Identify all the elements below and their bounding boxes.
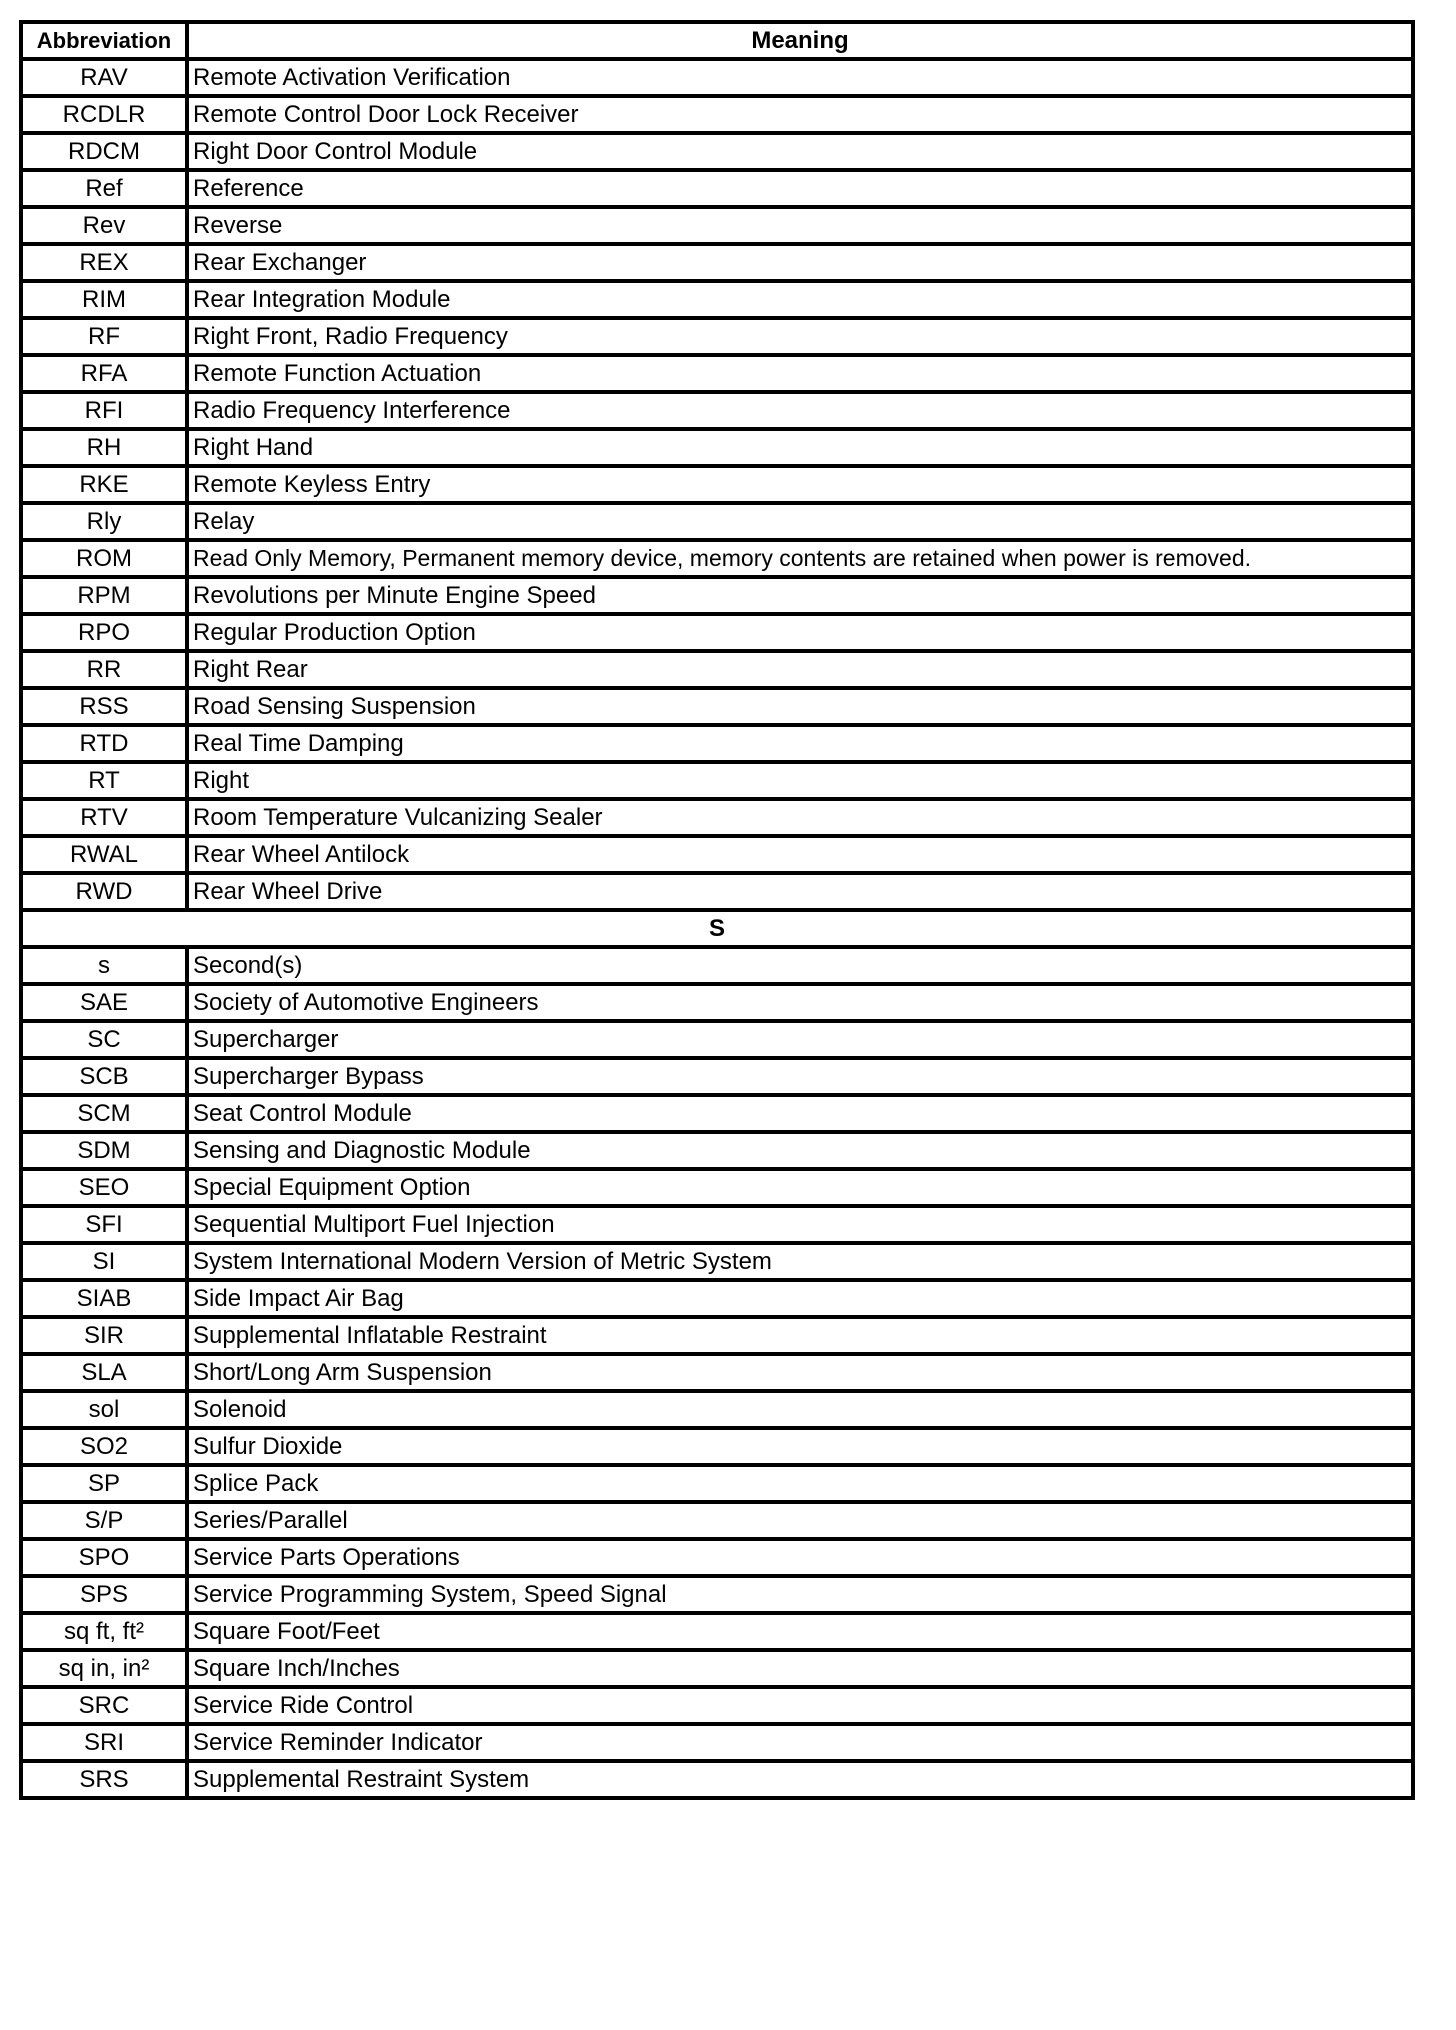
header-abbreviation: Abbreviation xyxy=(21,22,187,59)
meaning-cell: Service Programming System, Speed Signal xyxy=(187,1576,1413,1613)
abbreviation-cell: ROM xyxy=(21,540,187,577)
header-meaning: Meaning xyxy=(187,22,1413,59)
meaning-cell: Remote Function Actuation xyxy=(187,355,1413,392)
table-row xyxy=(21,1724,1413,1761)
abbreviation-cell: SRS xyxy=(21,1761,187,1798)
abbreviation-cell: RIM xyxy=(21,281,187,318)
table-row xyxy=(21,1243,1413,1280)
abbreviation-cell: SO2 xyxy=(21,1428,187,1465)
meaning-cell: Solenoid xyxy=(187,1391,1413,1428)
table-row xyxy=(21,1539,1413,1576)
table-row xyxy=(21,1058,1413,1095)
meaning-cell: Read Only Memory, Permanent memory device, memory contents are retained when power is removed. xyxy=(187,540,1413,577)
meaning-cell: Series/Parallel xyxy=(187,1502,1413,1539)
meaning-cell: Society of Automotive Engineers xyxy=(187,984,1413,1021)
abbreviation-cell: SPO xyxy=(21,1539,187,1576)
table-row xyxy=(21,762,1413,799)
table-row xyxy=(21,207,1413,244)
table-row xyxy=(21,429,1413,466)
abbreviation-cell: SRC xyxy=(21,1687,187,1724)
table-row xyxy=(21,1391,1413,1428)
table-row xyxy=(21,1132,1413,1169)
abbreviation-cell: SI xyxy=(21,1243,187,1280)
meaning-cell: Supercharger xyxy=(187,1021,1413,1058)
abbreviation-cell: SPS xyxy=(21,1576,187,1613)
meaning-cell: Side Impact Air Bag xyxy=(187,1280,1413,1317)
abbreviation-cell: RAV xyxy=(21,59,187,96)
header-row xyxy=(21,22,1413,59)
abbreviation-cell: s xyxy=(21,947,187,984)
meaning-cell: Radio Frequency Interference xyxy=(187,392,1413,429)
table-row xyxy=(21,466,1413,503)
abbreviation-cell: SFI xyxy=(21,1206,187,1243)
meaning-cell: Right Door Control Module xyxy=(187,133,1413,170)
abbreviation-cell: SRI xyxy=(21,1724,187,1761)
meaning-cell: System International Modern Version of Metric System xyxy=(187,1243,1413,1280)
abbreviation-cell: sol xyxy=(21,1391,187,1428)
meaning-cell: Right Rear xyxy=(187,651,1413,688)
table-row xyxy=(21,133,1413,170)
table-row xyxy=(21,1650,1413,1687)
section-row-s xyxy=(21,910,1413,947)
meaning-cell: Right Front, Radio Frequency xyxy=(187,318,1413,355)
meaning-cell: Supplemental Restraint System xyxy=(187,1761,1413,1798)
table-row xyxy=(21,1428,1413,1465)
table-row xyxy=(21,355,1413,392)
abbreviation-cell: RWD xyxy=(21,873,187,910)
abbreviation-cell: RF xyxy=(21,318,187,355)
abbreviation-cell: RFI xyxy=(21,392,187,429)
table-row xyxy=(21,1465,1413,1502)
meaning-cell: Service Ride Control xyxy=(187,1687,1413,1724)
meaning-cell: Remote Activation Verification xyxy=(187,59,1413,96)
table-row xyxy=(21,947,1413,984)
abbreviation-cell: Rev xyxy=(21,207,187,244)
table-row xyxy=(21,281,1413,318)
abbreviation-cell: RWAL xyxy=(21,836,187,873)
abbreviation-cell: Rly xyxy=(21,503,187,540)
abbreviation-table xyxy=(19,20,1415,1800)
table-row xyxy=(21,1169,1413,1206)
table-row xyxy=(21,1502,1413,1539)
table-row xyxy=(21,1613,1413,1650)
table-row xyxy=(21,392,1413,429)
meaning-cell: Splice Pack xyxy=(187,1465,1413,1502)
abbreviation-cell: S/P xyxy=(21,1502,187,1539)
abbreviation-cell: SIAB xyxy=(21,1280,187,1317)
abbreviation-cell: RTV xyxy=(21,799,187,836)
meaning-cell: Rear Wheel Drive xyxy=(187,873,1413,910)
abbreviation-cell: sq in, in² xyxy=(21,1650,187,1687)
meaning-cell: Right xyxy=(187,762,1413,799)
meaning-cell: Rear Exchanger xyxy=(187,244,1413,281)
abbreviation-cell: RPM xyxy=(21,577,187,614)
table-row xyxy=(21,1280,1413,1317)
table-row xyxy=(21,1095,1413,1132)
meaning-cell: Supercharger Bypass xyxy=(187,1058,1413,1095)
table-row xyxy=(21,1576,1413,1613)
table-body xyxy=(21,59,1413,1798)
meaning-cell: Sequential Multiport Fuel Injection xyxy=(187,1206,1413,1243)
table-row xyxy=(21,244,1413,281)
meaning-cell: Supplemental Inflatable Restraint xyxy=(187,1317,1413,1354)
table-row xyxy=(21,170,1413,207)
abbreviation-cell: SCM xyxy=(21,1095,187,1132)
meaning-cell: Short/Long Arm Suspension xyxy=(187,1354,1413,1391)
abbreviation-cell: RSS xyxy=(21,688,187,725)
table-row xyxy=(21,1317,1413,1354)
table-row xyxy=(21,577,1413,614)
abbreviation-cell: RT xyxy=(21,762,187,799)
meaning-cell: Remote Keyless Entry xyxy=(187,466,1413,503)
meaning-cell: Rear Integration Module xyxy=(187,281,1413,318)
abbreviation-cell: RFA xyxy=(21,355,187,392)
abbreviation-cell: RTD xyxy=(21,725,187,762)
table-row xyxy=(21,1761,1413,1798)
table-row xyxy=(21,540,1413,577)
abbreviation-cell: RR xyxy=(21,651,187,688)
abbreviation-cell: RPO xyxy=(21,614,187,651)
table-header xyxy=(21,22,1413,59)
abbreviation-cell: REX xyxy=(21,244,187,281)
meaning-cell: Right Hand xyxy=(187,429,1413,466)
meaning-cell: Reverse xyxy=(187,207,1413,244)
abbreviation-cell: SLA xyxy=(21,1354,187,1391)
table-row xyxy=(21,651,1413,688)
table-row xyxy=(21,1206,1413,1243)
table-row xyxy=(21,1687,1413,1724)
abbreviation-cell: RDCM xyxy=(21,133,187,170)
meaning-cell: Regular Production Option xyxy=(187,614,1413,651)
meaning-cell: Sulfur Dioxide xyxy=(187,1428,1413,1465)
table-row xyxy=(21,984,1413,1021)
table-row xyxy=(21,688,1413,725)
table-row xyxy=(21,96,1413,133)
abbreviation-cell: sq ft, ft² xyxy=(21,1613,187,1650)
meaning-cell: Service Reminder Indicator xyxy=(187,1724,1413,1761)
meaning-cell: Square Foot/Feet xyxy=(187,1613,1413,1650)
meaning-cell: Second(s) xyxy=(187,947,1413,984)
abbreviation-cell: SP xyxy=(21,1465,187,1502)
table-row xyxy=(21,614,1413,651)
table-row xyxy=(21,873,1413,910)
table-row xyxy=(21,59,1413,96)
meaning-cell: Relay xyxy=(187,503,1413,540)
table-row xyxy=(21,318,1413,355)
section-heading: S xyxy=(21,910,1413,947)
meaning-cell: Sensing and Diagnostic Module xyxy=(187,1132,1413,1169)
meaning-cell: Reference xyxy=(187,170,1413,207)
meaning-cell: Special Equipment Option xyxy=(187,1169,1413,1206)
abbreviation-cell: SEO xyxy=(21,1169,187,1206)
table-row xyxy=(21,799,1413,836)
meaning-cell: Road Sensing Suspension xyxy=(187,688,1413,725)
abbreviation-cell: Ref xyxy=(21,170,187,207)
abbreviation-cell: SCB xyxy=(21,1058,187,1095)
table-row xyxy=(21,836,1413,873)
abbreviation-cell: SDM xyxy=(21,1132,187,1169)
abbreviation-cell: RCDLR xyxy=(21,96,187,133)
table-row xyxy=(21,503,1413,540)
meaning-cell: Service Parts Operations xyxy=(187,1539,1413,1576)
table-row xyxy=(21,725,1413,762)
meaning-cell: Seat Control Module xyxy=(187,1095,1413,1132)
meaning-cell: Remote Control Door Lock Receiver xyxy=(187,96,1413,133)
abbreviation-cell: RH xyxy=(21,429,187,466)
table-row xyxy=(21,1354,1413,1391)
meaning-cell: Real Time Damping xyxy=(187,725,1413,762)
table-row xyxy=(21,1021,1413,1058)
meaning-cell: Revolutions per Minute Engine Speed xyxy=(187,577,1413,614)
abbreviation-cell: RKE xyxy=(21,466,187,503)
meaning-cell: Square Inch/Inches xyxy=(187,1650,1413,1687)
abbreviation-cell: SC xyxy=(21,1021,187,1058)
meaning-cell: Room Temperature Vulcanizing Sealer xyxy=(187,799,1413,836)
abbreviation-cell: SAE xyxy=(21,984,187,1021)
abbreviation-cell: SIR xyxy=(21,1317,187,1354)
meaning-cell: Rear Wheel Antilock xyxy=(187,836,1413,873)
